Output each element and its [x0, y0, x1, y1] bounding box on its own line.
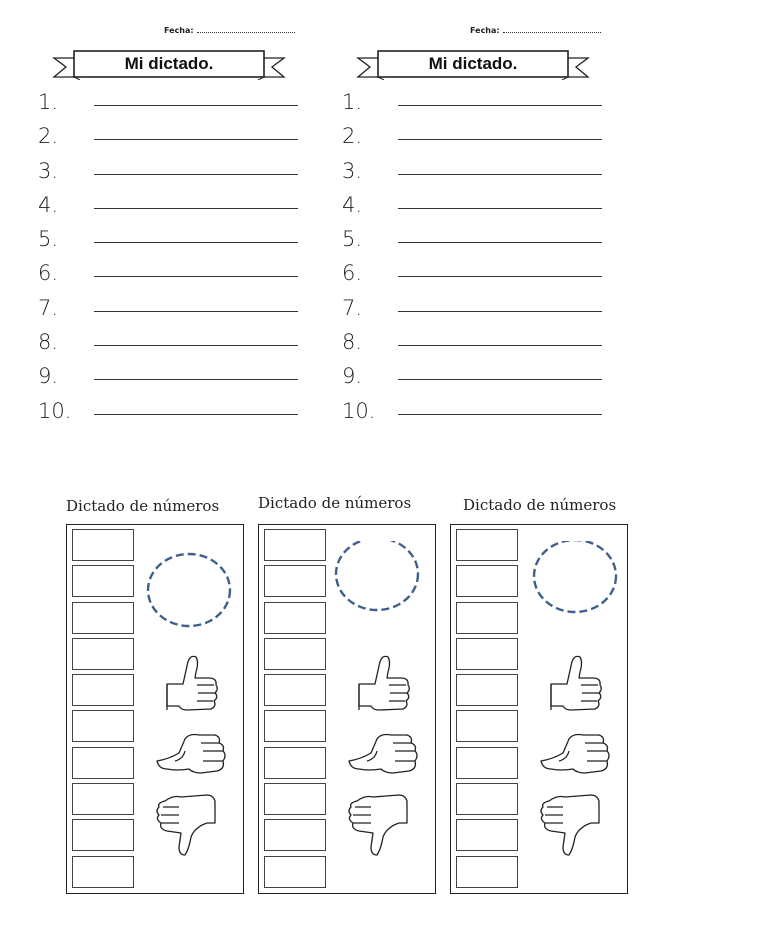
- answer-row: [38, 153, 308, 187]
- answer-row: [342, 290, 612, 324]
- card-title: Dictado de números: [66, 497, 220, 515]
- date-label: Fecha:: [470, 26, 500, 35]
- answer-row: [38, 221, 308, 255]
- answer-line[interactable]: [94, 276, 298, 277]
- self-assessment: [523, 541, 623, 865]
- row-number: 10.: [38, 398, 72, 423]
- answer-line[interactable]: [398, 379, 602, 380]
- answer-box[interactable]: [264, 529, 326, 561]
- card-title: Dictado de números: [463, 496, 617, 514]
- row-number: 1.: [38, 90, 59, 114]
- answer-row: [342, 358, 612, 392]
- answer-box[interactable]: [72, 638, 134, 670]
- answer-row: [342, 84, 612, 118]
- answer-row: [38, 358, 308, 392]
- answer-line[interactable]: [94, 208, 298, 209]
- title-banner: [354, 50, 592, 80]
- answer-line[interactable]: [398, 242, 602, 243]
- answer-box[interactable]: [264, 710, 326, 742]
- answer-box[interactable]: [264, 783, 326, 815]
- answer-row: [342, 153, 612, 187]
- answer-box[interactable]: [72, 565, 134, 597]
- answer-row: [38, 393, 308, 427]
- answer-row: [342, 187, 612, 221]
- date-field[interactable]: [470, 26, 601, 35]
- answer-line[interactable]: [94, 345, 298, 346]
- answer-boxes: [264, 529, 326, 892]
- answer-box[interactable]: [72, 819, 134, 851]
- answer-row: [38, 187, 308, 221]
- answer-box[interactable]: [456, 710, 518, 742]
- row-number: 1.: [342, 90, 363, 114]
- answer-line[interactable]: [94, 311, 298, 312]
- answer-line[interactable]: [94, 105, 298, 106]
- row-number: 2.: [342, 124, 363, 149]
- self-assessment-icons: [139, 541, 239, 861]
- answer-line[interactable]: [398, 208, 602, 209]
- answer-box[interactable]: [456, 565, 518, 597]
- answer-line[interactable]: [94, 242, 298, 243]
- answer-line[interactable]: [398, 345, 602, 346]
- answer-box[interactable]: [456, 602, 518, 634]
- thumbs-sideways-icon[interactable]: [157, 735, 225, 774]
- answer-box[interactable]: [72, 674, 134, 706]
- self-assessment-icons: [331, 541, 431, 861]
- date-field[interactable]: [164, 26, 295, 35]
- answer-line[interactable]: [94, 414, 298, 415]
- answer-box[interactable]: [264, 565, 326, 597]
- answer-row: [38, 84, 308, 118]
- answer-box[interactable]: [72, 856, 134, 888]
- row-number: 2.: [38, 124, 59, 149]
- answer-line[interactable]: [94, 174, 298, 175]
- answer-boxes: [456, 529, 518, 892]
- answer-box[interactable]: [264, 747, 326, 779]
- answer-row: [38, 290, 308, 324]
- number-dictation-card-2: [258, 494, 444, 897]
- answer-boxes: [72, 529, 134, 892]
- self-assessment: [139, 541, 239, 865]
- row-number: 8.: [342, 330, 363, 355]
- answer-box[interactable]: [72, 710, 134, 742]
- thumbs-sideways-icon[interactable]: [541, 735, 609, 774]
- answer-row: [342, 255, 612, 289]
- self-assessment: [331, 541, 431, 865]
- answer-box[interactable]: [456, 674, 518, 706]
- answer-box[interactable]: [264, 602, 326, 634]
- dashed-circle-icon[interactable]: [336, 541, 418, 610]
- answer-box[interactable]: [456, 783, 518, 815]
- answer-line[interactable]: [94, 139, 298, 140]
- row-number: 9.: [38, 364, 59, 389]
- answer-line[interactable]: [398, 414, 602, 415]
- sheet-title: Mi dictado.: [124, 54, 214, 73]
- answer-line[interactable]: [398, 174, 602, 175]
- dashed-circle-icon[interactable]: [148, 554, 230, 626]
- date-label: Fecha:: [164, 26, 194, 35]
- row-number: 4.: [38, 192, 59, 217]
- dashed-circle-icon[interactable]: [534, 541, 616, 612]
- answer-line[interactable]: [398, 105, 602, 106]
- thumbs-up-icon[interactable]: [167, 656, 217, 710]
- answer-box[interactable]: [456, 819, 518, 851]
- answer-box[interactable]: [456, 747, 518, 779]
- answer-line[interactable]: [94, 379, 298, 380]
- answer-lines: [38, 84, 308, 427]
- answer-row: [342, 221, 612, 255]
- thumbs-down-icon[interactable]: [349, 795, 407, 855]
- answer-lines: [342, 84, 612, 427]
- card-frame: [258, 524, 436, 894]
- answer-row: [342, 324, 612, 358]
- answer-box[interactable]: [456, 529, 518, 561]
- number-dictation-card-1: [66, 497, 252, 897]
- row-number: 6.: [38, 261, 59, 286]
- date-blank[interactable]: [197, 26, 295, 33]
- answer-box[interactable]: [456, 638, 518, 670]
- sheet-title: Mi dictado.: [428, 54, 518, 73]
- answer-row: [342, 393, 612, 427]
- answer-box[interactable]: [72, 529, 134, 561]
- answer-line[interactable]: [398, 139, 602, 140]
- answer-box[interactable]: [264, 819, 326, 851]
- thumbs-down-icon[interactable]: [157, 795, 215, 855]
- thumbs-up-icon[interactable]: [551, 656, 601, 710]
- row-number: 3.: [38, 158, 59, 183]
- thumbs-up-icon[interactable]: [359, 656, 409, 710]
- number-dictation-card-3: [450, 497, 636, 897]
- row-number: 4.: [342, 192, 363, 217]
- row-number: 7.: [38, 295, 59, 320]
- title-banner: [50, 50, 288, 80]
- answer-box[interactable]: [72, 602, 134, 634]
- date-blank[interactable]: [503, 26, 601, 33]
- answer-row: [342, 118, 612, 152]
- card-frame: [450, 524, 628, 894]
- row-number: 7.: [342, 295, 363, 320]
- row-number: 5.: [38, 227, 59, 252]
- row-number: 9.: [342, 364, 363, 389]
- card-frame: [66, 524, 244, 894]
- answer-box[interactable]: [264, 638, 326, 670]
- thumbs-sideways-icon[interactable]: [349, 735, 417, 774]
- row-number: 3.: [342, 158, 363, 183]
- card-title: Dictado de números: [258, 494, 412, 512]
- answer-row: [38, 118, 308, 152]
- answer-line[interactable]: [398, 276, 602, 277]
- thumbs-down-icon[interactable]: [541, 795, 599, 855]
- answer-line[interactable]: [398, 311, 602, 312]
- answer-box[interactable]: [456, 856, 518, 888]
- row-number: 5.: [342, 227, 363, 252]
- row-number: 8.: [38, 330, 59, 355]
- row-number: 10.: [342, 398, 376, 423]
- answer-box[interactable]: [264, 856, 326, 888]
- answer-row: [38, 324, 308, 358]
- self-assessment-icons: [523, 541, 623, 861]
- answer-row: [38, 255, 308, 289]
- answer-box[interactable]: [72, 747, 134, 779]
- answer-box[interactable]: [264, 674, 326, 706]
- answer-box[interactable]: [72, 783, 134, 815]
- row-number: 6.: [342, 261, 363, 286]
